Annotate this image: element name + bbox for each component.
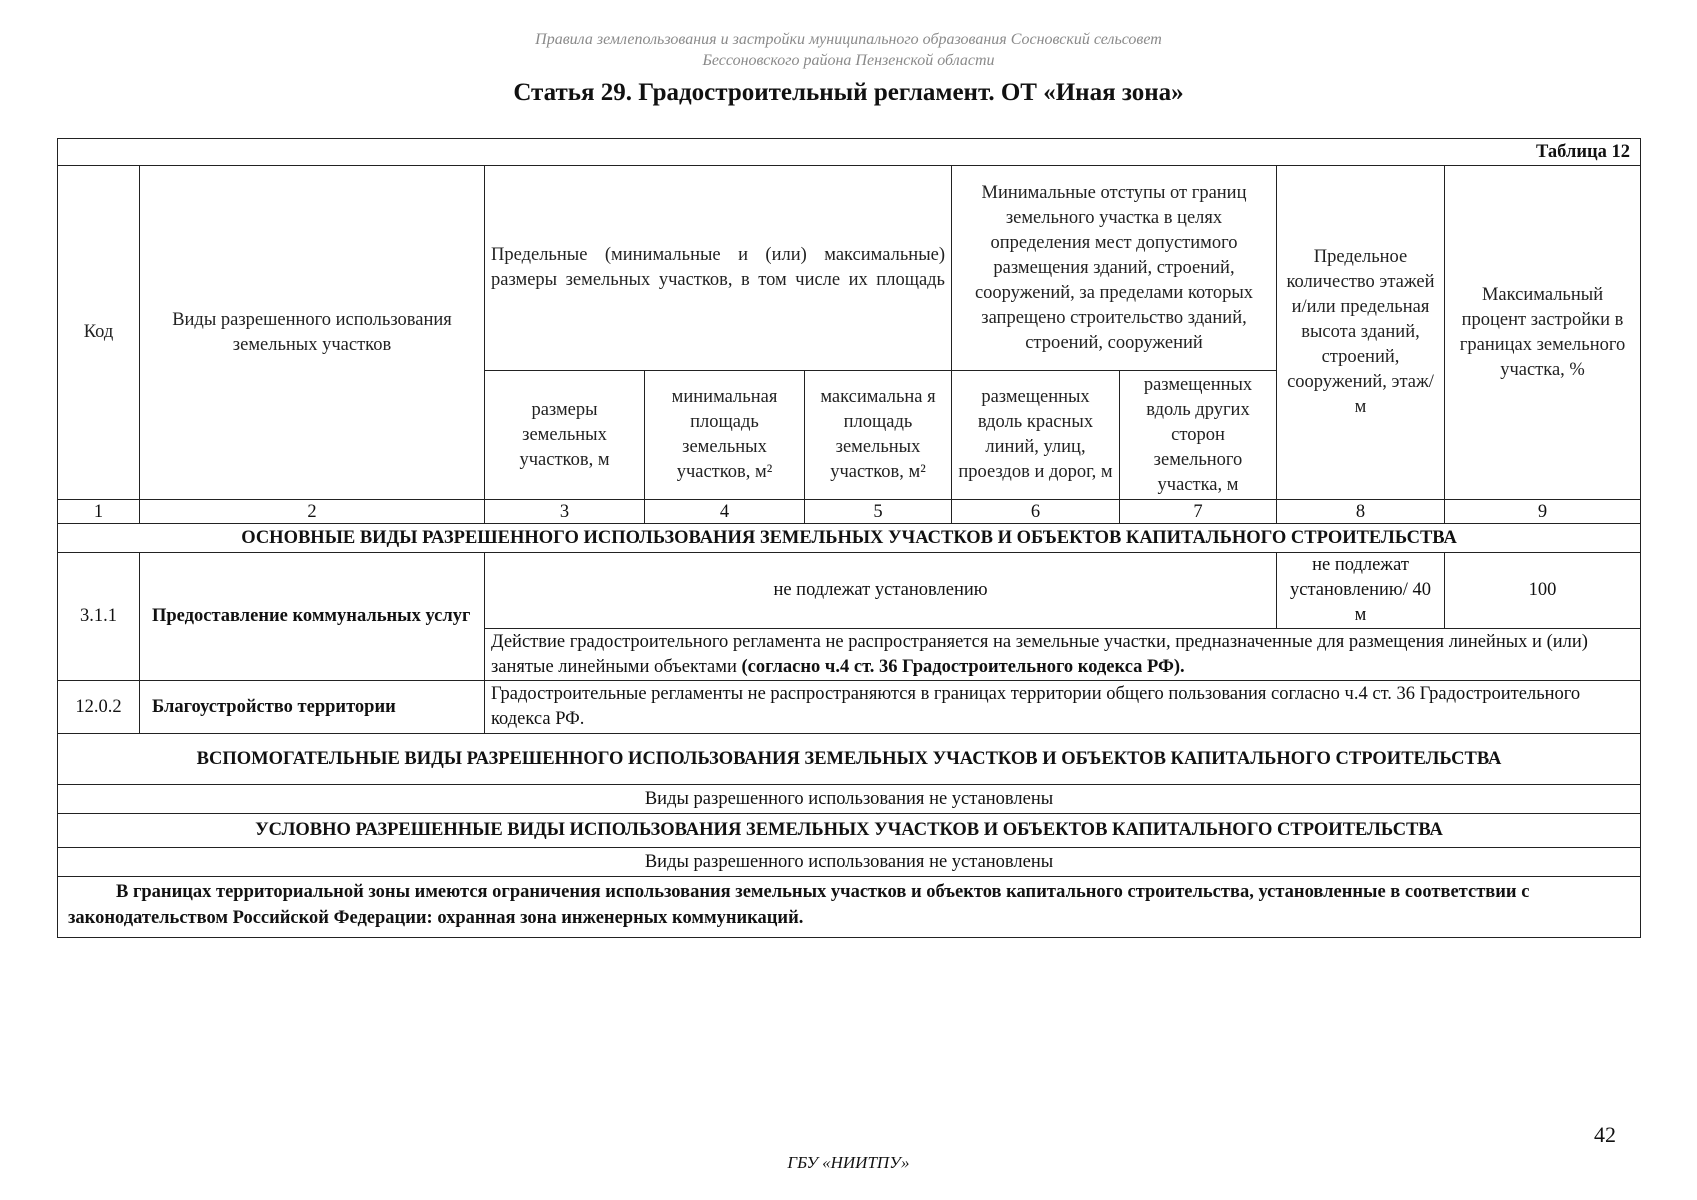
column-number: 7 [1120,500,1277,524]
footer-org: ГБУ «НИИТПУ» [787,1153,910,1172]
subheader-max-area: максимальна я площадь земельных участков, м² [805,371,952,500]
column-number-row [58,500,1641,524]
row-name: Предоставление коммунальных услуг [140,553,485,681]
row-note [485,629,1641,681]
running-header-line-2: Бессоновского района Пензенской области [702,52,995,69]
running-header [0,29,1697,71]
column-number: 5 [805,500,952,524]
header-code: Код [58,166,140,500]
row-code: 12.0.2 [58,681,140,734]
regulation-table [57,138,1641,938]
subheader-min-area: минимальная площадь земельных участков, м² [645,371,805,500]
header-floors: Предельное количество этажей и/или предельная высота зданий, строений, сооружений, этаж/м [1277,166,1445,500]
row-note-text: Действие градостроительного регламента не распространяется на земельные участки, предназначенные для размещения линейных и (или) занятые линейными объектами [491,631,1588,677]
row-name: Благоустройство территории [140,681,485,734]
table-row [58,681,1641,734]
column-number: 8 [1277,500,1445,524]
header-coverage: Максимальный процент застройки в границах земельного участка, % [1445,166,1641,500]
row-coverage: 100 [1445,553,1641,629]
running-header-line-1: Правила землепользования и застройки муниципального образования Сосновский сельсовет [535,31,1162,48]
page-number: 42 [1594,1122,1616,1147]
section-main-header: ОСНОВНЫЕ ВИДЫ РАЗРЕШЕННОГО ИСПОЛЬЗОВАНИЯ ЗЕМЕЛЬНЫХ УЧАСТКОВ И ОБЪЕКТОВ КАПИТАЛЬНОГО СТРОИТЕЛЬСТВА [58,524,1641,553]
row-note: Градостроительные регламенты не распространяются в границах территории общего пользования согласно ч.4 ст. 36 Градостроительного кодекса РФ. [485,681,1641,734]
page-title: Статья 29. Градостроительный регламент. ОТ «Иная зона» [513,79,1184,106]
row-note-bold: (согласно ч.4 ст. 36 Градостроительного кодекса РФ). [741,656,1185,677]
cond-text: Виды разрешенного использования не установлены [58,848,1641,877]
row-floors: не подлежат установлению/ 40 м [1277,553,1445,629]
section-cond-header: УСЛОВНО РАЗРЕШЕННЫЕ ВИДЫ ИСПОЛЬЗОВАНИЯ ЗЕМЕЛЬНЫХ УЧАСТКОВ И ОБЪЕКТОВ КАПИТАЛЬНОГО СТРОИТЕЛЬСТВА [58,814,1641,848]
row-code: 3.1.1 [58,553,140,681]
table-row [58,553,1641,629]
column-number: 1 [58,500,140,524]
column-number: 3 [485,500,645,524]
section-aux-header: ВСПОМОГАТЕЛЬНЫЕ ВИДЫ РАЗРЕШЕННОГО ИСПОЛЬЗОВАНИЯ ЗЕМЕЛЬНЫХ УЧАСТКОВ И ОБЪЕКТОВ КАПИТАЛЬНОГО СТРОИТЕЛЬСТВА [58,734,1641,785]
column-number: 4 [645,500,805,524]
subheader-sizes: размеры земельных участков, м [485,371,645,500]
subheader-other-sides: размещенных вдоль других сторон земельного участка, м [1120,371,1277,500]
restrictions-note: В границах территориальной зоны имеются ограничения использования земельных участков и объектов капитального строительства, установленные в соответствии с законодательством Российской Федерации: охранная зона инженерных коммуникаций. [58,877,1641,938]
aux-text: Виды разрешенного использования не установлены [58,785,1641,814]
column-number: 9 [1445,500,1641,524]
subheader-red-lines: размещенных вдоль красных линий, улиц, проездов и дорог, м [952,371,1120,500]
header-setbacks: Минимальные отступы от границ земельного участка в целях определения мест допустимого размещения зданий, строений, сооружений, за пределами которых запрещено строительство зданий, строений, сооружений [952,166,1277,371]
column-number: 2 [140,500,485,524]
row-limits: не подлежат установлению [485,553,1277,629]
table-caption: Таблица 12 [58,139,1641,166]
header-limits: Предельные (минимальные и (или) максимальные) размеры земельных участков, в том числе их площадь [485,166,952,371]
column-number: 6 [952,500,1120,524]
header-kinds: Виды разрешенного использования земельных участков [140,166,485,500]
